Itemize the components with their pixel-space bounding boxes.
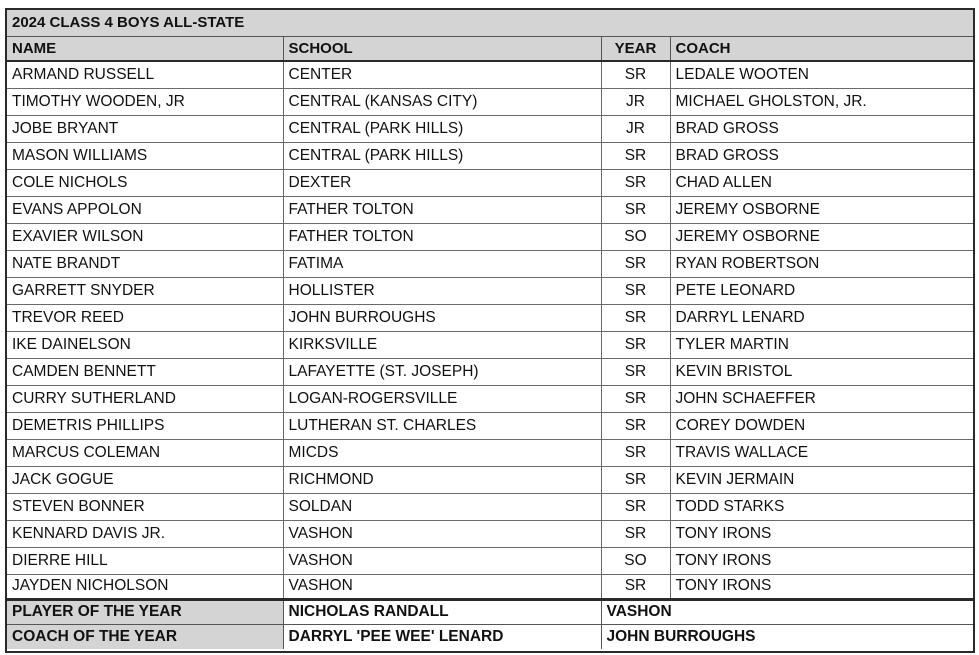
table-row bbox=[7, 196, 973, 223]
school-cell: HOLLISTER bbox=[283, 277, 601, 304]
player-name-cell: JOBE BRYANT bbox=[7, 115, 283, 142]
year-cell: SR bbox=[601, 331, 670, 358]
award-winner-cell: DARRYL 'PEE WEE' LENARD bbox=[283, 624, 601, 649]
year-cell: SR bbox=[601, 304, 670, 331]
player-name-cell: JAYDEN NICHOLSON bbox=[7, 574, 283, 599]
award-school-cell: JOHN BURROUGHS bbox=[606, 627, 756, 645]
coach-cell: JEREMY OSBORNE bbox=[670, 223, 973, 250]
award-winner-cell: NICHOLAS RANDALL bbox=[283, 599, 601, 624]
school-cell: VASHON bbox=[283, 547, 601, 574]
school-cell: FATHER TOLTON bbox=[283, 223, 601, 250]
school-cell: LAFAYETTE (ST. JOSEPH) bbox=[283, 358, 601, 385]
column-header-coach: COACH bbox=[670, 36, 973, 61]
year-cell: SR bbox=[601, 520, 670, 547]
table-row bbox=[7, 331, 973, 358]
table-row bbox=[7, 493, 973, 520]
school-cell: VASHON bbox=[283, 520, 601, 547]
coach-cell: TRAVIS WALLACE bbox=[670, 439, 973, 466]
award-school-cell: VASHON bbox=[601, 599, 973, 624]
title-row bbox=[7, 10, 973, 36]
player-name-cell: CURRY SUTHERLAND bbox=[7, 385, 283, 412]
table-row bbox=[7, 250, 973, 277]
year-cell: SR bbox=[601, 574, 670, 599]
table-row bbox=[7, 142, 973, 169]
school-cell: CENTRAL (KANSAS CITY) bbox=[283, 88, 601, 115]
school-cell: RICHMOND bbox=[283, 466, 601, 493]
coach-cell: JEREMY OSBORNE bbox=[670, 196, 973, 223]
school-cell: LUTHERAN ST. CHARLES bbox=[283, 412, 601, 439]
player-name-cell: MARCUS COLEMAN bbox=[7, 439, 283, 466]
table-row bbox=[7, 223, 973, 250]
column-header-year: YEAR bbox=[601, 36, 670, 61]
player-name-cell: ARMAND RUSSELL bbox=[7, 61, 283, 88]
year-cell: SR bbox=[601, 385, 670, 412]
year-cell: SR bbox=[601, 196, 670, 223]
player-name-cell: DEMETRIS PHILLIPS bbox=[7, 412, 283, 439]
award-row bbox=[7, 624, 973, 649]
coach-cell: JOHN SCHAEFFER bbox=[670, 385, 973, 412]
school-cell: LOGAN-ROGERSVILLE bbox=[283, 385, 601, 412]
player-name-cell: EVANS APPOLON bbox=[7, 196, 283, 223]
table-row bbox=[7, 88, 973, 115]
column-header-school: SCHOOL bbox=[283, 36, 601, 61]
player-name-cell: DIERRE HILL bbox=[7, 547, 283, 574]
award-row bbox=[7, 599, 973, 624]
table-row bbox=[7, 439, 973, 466]
coach-cell: KEVIN JERMAIN bbox=[670, 466, 973, 493]
school-cell: FATIMA bbox=[283, 250, 601, 277]
player-name-cell: NATE BRANDT bbox=[7, 250, 283, 277]
table-row bbox=[7, 520, 973, 547]
award-label-cell: PLAYER OF THE YEAR bbox=[7, 599, 283, 624]
sheet-title: 2024 CLASS 4 BOYS ALL-STATE bbox=[7, 10, 973, 36]
table-row bbox=[7, 358, 973, 385]
coach-cell: BRAD GROSS bbox=[670, 142, 973, 169]
school-cell: VASHON bbox=[283, 574, 601, 599]
year-cell: SR bbox=[601, 250, 670, 277]
player-name-cell: MASON WILLIAMS bbox=[7, 142, 283, 169]
table-row bbox=[7, 304, 973, 331]
coach-cell: TONY IRONS bbox=[670, 574, 973, 599]
table-row bbox=[7, 61, 973, 88]
coach-cell: TODD STARKS bbox=[670, 493, 973, 520]
player-name-cell: COLE NICHOLS bbox=[7, 169, 283, 196]
table-row bbox=[7, 574, 973, 599]
year-cell: JR bbox=[601, 115, 670, 142]
year-cell: SR bbox=[601, 412, 670, 439]
table-row bbox=[7, 385, 973, 412]
table-row bbox=[7, 412, 973, 439]
year-cell: SR bbox=[601, 277, 670, 304]
player-name-cell: CAMDEN BENNETT bbox=[7, 358, 283, 385]
school-cell: KIRKSVILLE bbox=[283, 331, 601, 358]
coach-cell: KEVIN BRISTOL bbox=[670, 358, 973, 385]
year-cell: SR bbox=[601, 61, 670, 88]
table-row bbox=[7, 277, 973, 304]
coach-cell: BRAD GROSS bbox=[670, 115, 973, 142]
year-cell: SO bbox=[601, 223, 670, 250]
year-cell: JR bbox=[601, 88, 670, 115]
year-cell: SR bbox=[601, 169, 670, 196]
coach-cell: MICHAEL GHOLSTON, JR. bbox=[670, 88, 973, 115]
coach-cell: DARRYL LENARD bbox=[670, 304, 973, 331]
school-cell: CENTRAL (PARK HILLS) bbox=[283, 142, 601, 169]
coach-cell: COREY DOWDEN bbox=[670, 412, 973, 439]
school-cell: FATHER TOLTON bbox=[283, 196, 601, 223]
player-name-cell: IKE DAINELSON bbox=[7, 331, 283, 358]
coach-cell: CHAD ALLEN bbox=[670, 169, 973, 196]
award-label-cell: COACH OF THE YEAR bbox=[7, 624, 283, 649]
year-cell: SO bbox=[601, 547, 670, 574]
table-row bbox=[7, 547, 973, 574]
player-name-cell: KENNARD DAVIS JR. bbox=[7, 520, 283, 547]
table-row bbox=[7, 466, 973, 493]
all-state-table bbox=[7, 10, 973, 649]
table-row bbox=[7, 115, 973, 142]
coach-cell: PETE LEONARD bbox=[670, 277, 973, 304]
coach-cell: TONY IRONS bbox=[670, 520, 973, 547]
coach-cell: TONY IRONS bbox=[670, 547, 973, 574]
year-cell: SR bbox=[601, 358, 670, 385]
year-cell: SR bbox=[601, 439, 670, 466]
school-cell: DEXTER bbox=[283, 169, 601, 196]
column-header-name: NAME bbox=[7, 36, 283, 61]
player-name-cell: TIMOTHY WOODEN, JR bbox=[7, 88, 283, 115]
school-cell: MICDS bbox=[283, 439, 601, 466]
school-cell: CENTRAL (PARK HILLS) bbox=[283, 115, 601, 142]
player-name-cell: EXAVIER WILSON bbox=[7, 223, 283, 250]
school-cell: CENTER bbox=[283, 61, 601, 88]
all-state-sheet bbox=[5, 8, 975, 653]
player-name-cell: TREVOR REED bbox=[7, 304, 283, 331]
coach-cell: TYLER MARTIN bbox=[670, 331, 973, 358]
coach-cell: RYAN ROBERTSON bbox=[670, 250, 973, 277]
year-cell: SR bbox=[601, 466, 670, 493]
player-name-cell: GARRETT SNYDER bbox=[7, 277, 283, 304]
year-cell: SR bbox=[601, 493, 670, 520]
player-name-cell: JACK GOGUE bbox=[7, 466, 283, 493]
header-row bbox=[7, 36, 973, 61]
coach-cell: LEDALE WOOTEN bbox=[670, 61, 973, 88]
school-cell: JOHN BURROUGHS bbox=[283, 304, 601, 331]
table-row bbox=[7, 169, 973, 196]
player-name-cell: STEVEN BONNER bbox=[7, 493, 283, 520]
school-cell: SOLDAN bbox=[283, 493, 601, 520]
year-cell: SR bbox=[601, 142, 670, 169]
